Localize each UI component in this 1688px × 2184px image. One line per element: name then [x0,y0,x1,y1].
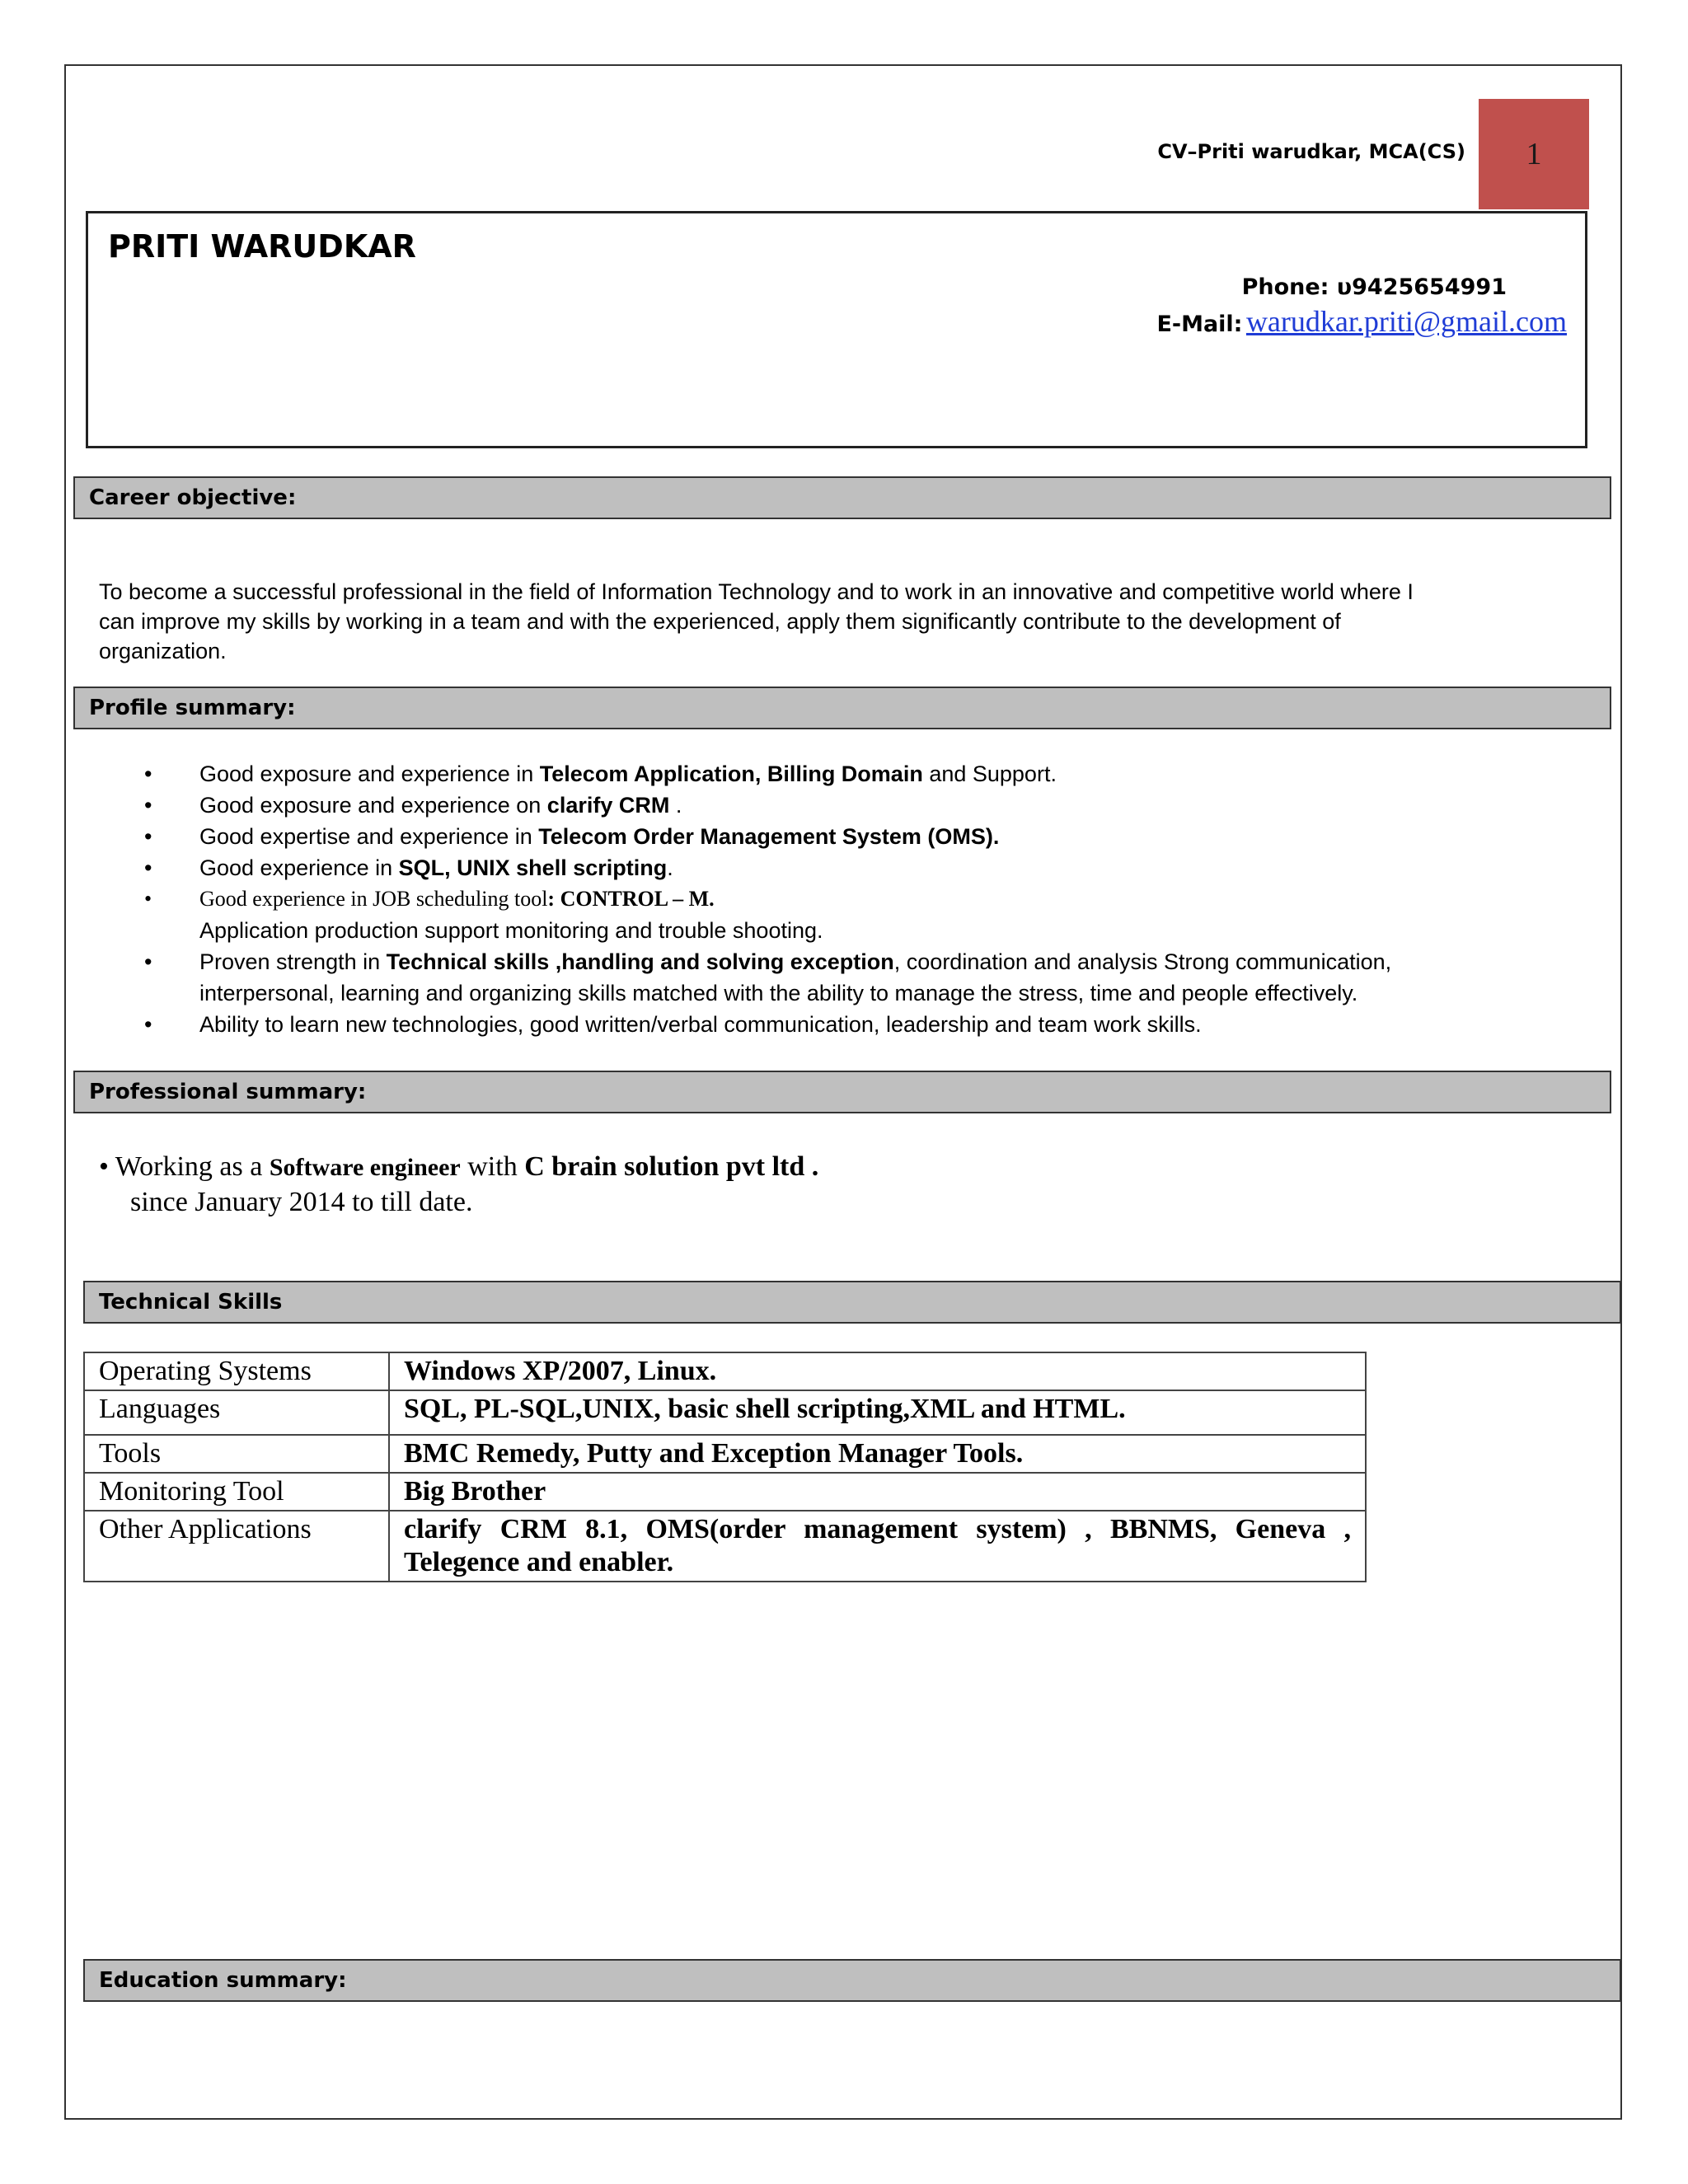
skill-category: Languages [84,1390,389,1435]
skill-value: SQL, PL-SQL,UNIX, basic shell scripting,XML and HTML. [389,1390,1366,1435]
page-number-badge [1479,99,1589,209]
email-line [1156,304,1567,339]
list-item: • Good experience in JOB scheduling tool: CONTROL – M. [144,883,1545,915]
company-name: C brain solution pvt ltd . [524,1151,819,1182]
phone-number: υ9425654991 [1336,274,1507,300]
bullet-icon: • [144,1012,152,1037]
table-row [84,1473,1366,1511]
section-career-objective: Career objective: [73,476,1611,519]
skill-value: BMC Remedy, Putty and Exception Manager Tools. [389,1435,1366,1473]
bullet-icon: • [144,824,152,849]
section-professional-summary: Professional summary: [73,1071,1611,1113]
cv-header-label: CV–Priti warudkar, MCA(CS) [1157,140,1465,163]
bullet-icon: • [144,887,152,911]
skill-category: Monitoring Tool [84,1473,389,1511]
professional-line: • Working as a Software engineer with C brain solution pvt ltd . [99,1151,819,1182]
employment-period: since January 2014 to till date. [130,1187,473,1217]
page-number: 1 [1526,137,1542,171]
section-profile-summary: Profile summary: [73,687,1611,729]
skill-value: Windows XP/2007, Linux. [389,1352,1366,1390]
table-row [84,1511,1366,1582]
email-label: E-Mail: [1156,312,1243,337]
table-row [84,1435,1366,1473]
skill-value: clarify CRM 8.1, OMS(order management system) , BBNMS, Geneva , Telegence and enabler. [389,1511,1366,1582]
candidate-name: PRITI WARUDKAR [108,228,416,265]
section-education-summary: Education summary: [83,1959,1621,2002]
profile-summary-list [144,758,1545,1040]
career-line-2: can improve my skills by working in a team and with the experienced, apply them significantly contribute to the development of [99,609,1341,634]
list-item-continuation: interpersonal, learning and organizing skills matched with the ability to manage the stress, time and people effectively. [199,981,1358,1005]
bullet-icon: • [144,762,152,786]
skill-value: Big Brother [389,1473,1366,1511]
career-objective-text [99,577,1582,666]
job-role: Software engineer [269,1154,461,1181]
list-item: • Proven strength in Technical skills ,handling and solving exception, coordination and analysis Strong communication, [144,946,1545,977]
technical-skills-table [83,1352,1367,1582]
list-item-continuation: Application production support monitoring and trouble shooting. [199,918,823,943]
professional-summary [99,1150,1500,1220]
list-item: • Good experience in SQL, UNIX shell scripting. [144,852,1545,883]
bullet-icon: • [144,949,152,974]
phone-label: Phone: [1241,274,1329,300]
career-line-1: To become a successful professional in the field of Information Technology and to work in an innovative and competitive world where I [99,579,1414,604]
table-row [84,1352,1366,1390]
phone-line [1242,274,1507,300]
skill-category: Other Applications [84,1511,389,1582]
bullet-icon: • [144,793,152,818]
list-item: • Ability to learn new technologies, good written/verbal communication, leadership and team work skills. [144,1009,1545,1040]
bullet-icon: • [144,855,152,880]
list-item: • Good expertise and experience in Telecom Order Management System (OMS). [144,821,1545,852]
table-row [84,1390,1366,1435]
list-item: • Good exposure and experience on clarify CRM . [144,790,1545,821]
email-link[interactable]: warudkar.priti@gmail.com [1245,305,1567,338]
career-line-3: organization. [99,639,227,663]
list-item: • Good exposure and experience in Telecom Application, Billing Domain and Support. [144,758,1545,790]
skill-category: Operating Systems [84,1352,389,1390]
contact-box [86,211,1587,448]
section-technical-skills: Technical Skills [83,1281,1621,1324]
skill-category: Tools [84,1435,389,1473]
bullet-icon: • [99,1151,109,1182]
